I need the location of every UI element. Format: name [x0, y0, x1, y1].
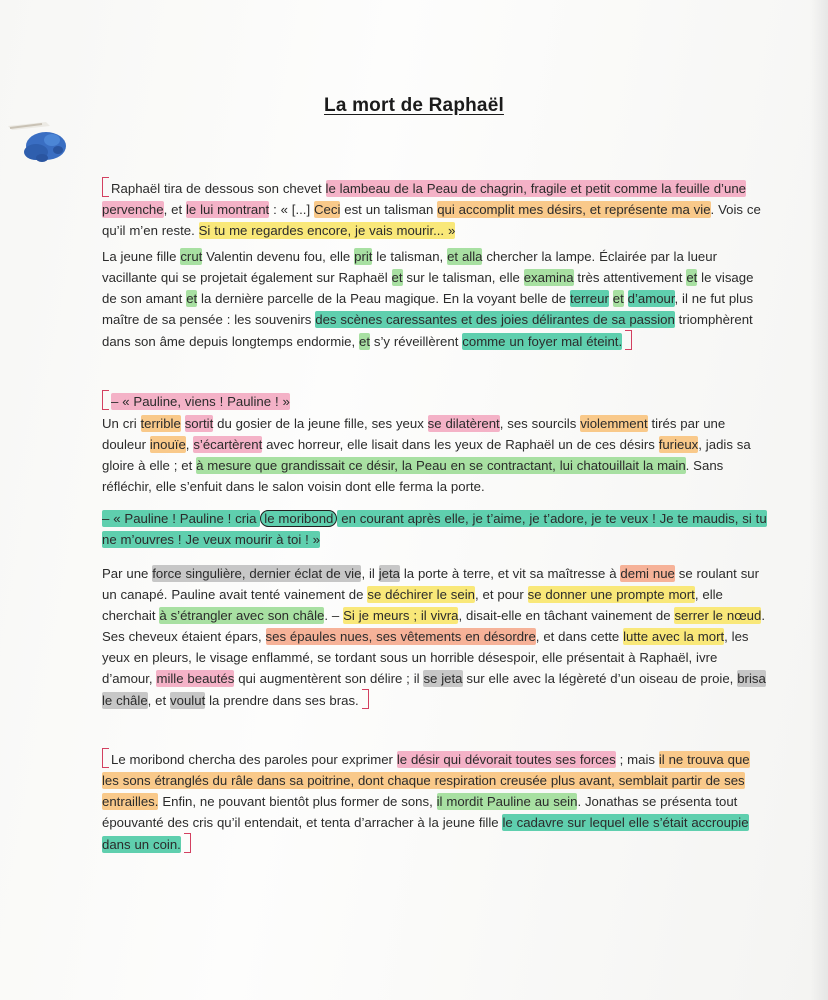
- highlight-orange: terrible: [140, 416, 181, 431]
- highlight-yellow: Si je meurs ; il vivra: [343, 608, 459, 623]
- paragraph-7: [102, 748, 767, 855]
- highlight-grey: jeta: [378, 566, 400, 581]
- text-run: triomphèrent dans son âme depuis longtemps endormie,: [102, 312, 753, 349]
- highlight-green: il mordit Pauline au sein: [436, 794, 578, 809]
- text-run: s’y réveillèrent: [370, 334, 463, 349]
- highlight-orange: il ne trouva que les sons étranglés du râle dans sa poitrine, dont chaque respiration creusée plus avant, semblait partir de ses entrailles.: [102, 752, 750, 809]
- text-run: la porte à terre, et vit sa maîtresse à: [399, 566, 621, 581]
- highlight-pink: le lambeau de la Peau de chagrin, fragile et petit comme la feuille d’une pervenche: [102, 181, 746, 217]
- highlight-pink: se dilatèrent: [427, 416, 500, 431]
- highlight-green: à mesure que grandissait ce désir, la Peau en se contractant, lui chatouillait la main: [196, 458, 686, 473]
- text-run: ; mais: [615, 752, 659, 767]
- highlight-pink: – « Pauline, viens ! Pauline ! »: [111, 394, 290, 409]
- highlight-orange: inouïe: [149, 437, 186, 452]
- text-run: tirés par une douleur: [102, 416, 726, 452]
- highlight-green: et alla: [447, 249, 483, 264]
- text-run: Par une: [102, 566, 153, 581]
- text-run: , il: [361, 566, 379, 581]
- highlight-yellow: se déchirer le sein: [367, 587, 475, 602]
- highlight-green: examina: [523, 270, 574, 285]
- text-run: sur elle avec la légèreté d’un oiseau de proie,: [462, 671, 738, 686]
- paragraph-1: [102, 177, 767, 241]
- text-run: Valentin devenu fou, elle: [202, 249, 355, 264]
- highlight-orange: qui accomplit mes désirs, et représente ma vie: [437, 202, 711, 217]
- highlight-orange: furieux: [658, 437, 699, 452]
- text-run: Enfin, ne pouvant bientôt plus former de sons,: [158, 794, 437, 809]
- text-run: qui augmentèrent son délire ; il: [234, 671, 424, 686]
- text-run: sur le talisman, elle: [402, 270, 524, 285]
- bracket-close: [362, 689, 369, 709]
- text-run: : « [...]: [269, 202, 314, 217]
- paragraph-6: [102, 563, 767, 711]
- circled-word: le moribond: [260, 510, 337, 527]
- text-run: , jadis sa gloire à elle ; et: [102, 437, 751, 473]
- text-run: avec horreur, elle lisait dans les yeux de Raphaël un de ces désirs: [262, 437, 659, 452]
- text-run: le talisman,: [372, 249, 448, 264]
- text-run: , il ne fut plus maître de sa pensée : les souvenirs: [102, 291, 754, 327]
- highlight-pink: sortit: [184, 416, 214, 431]
- highlight-pink: le désir qui dévorait toutes ses forces: [396, 752, 616, 767]
- text-run: . Ses cheveux étaient épars,: [102, 608, 766, 644]
- text-run: Raphaël tira de dessous son chevet: [111, 181, 326, 196]
- text-run: La jeune fille: [102, 249, 181, 264]
- highlight-pink: mille beautés: [156, 671, 235, 686]
- highlight-green: à s’étrangler avec son châle: [159, 608, 325, 623]
- highlight-teal: – « Pauline ! Pauline ! cria: [102, 511, 261, 526]
- text-run: , et: [147, 693, 171, 708]
- text-run: , et: [163, 202, 186, 217]
- highlight-grey: se jeta: [423, 671, 463, 686]
- text-run: Le moribond chercha des paroles pour exprimer: [111, 752, 397, 767]
- highlight-green: et: [686, 270, 698, 285]
- highlight-green: prit: [354, 249, 373, 264]
- text-run: , elle cherchait: [102, 587, 723, 623]
- bracket-open: [102, 177, 109, 197]
- highlight-grey: brisa le châle: [102, 671, 766, 708]
- text-run: . Vois ce qu’il m’en reste.: [102, 202, 761, 238]
- highlight-teal: comme un foyer mal éteint.: [462, 334, 623, 349]
- highlight-grey: force singulière, dernier éclat de vie: [152, 566, 362, 581]
- bracket-close: [625, 330, 632, 350]
- text-run: est un talisman: [340, 202, 438, 217]
- highlight-pink: s’écartèrent: [193, 437, 263, 452]
- highlight-green: et: [359, 334, 371, 349]
- highlight-teal: le cadavre sur lequel elle s’était accroupie dans un coin.: [102, 815, 749, 852]
- text-run: . –: [324, 608, 344, 623]
- text-run: le visage de son amant: [102, 270, 754, 306]
- highlight-green: et: [391, 270, 403, 285]
- text-run: . Sans réfléchir, elle s’enfuit dans le salon voisin dont elle ferma la porte.: [102, 458, 724, 494]
- bracket-close: [184, 833, 191, 853]
- document-title: La mort de Raphaël: [324, 95, 504, 116]
- text-run: très attentivement: [573, 270, 687, 285]
- highlight-yellow: se donner une prompte mort: [527, 587, 695, 602]
- highlight-orange: Ceci: [314, 202, 341, 217]
- text-run: du gosier de la jeune fille, ses yeux: [213, 416, 428, 431]
- highlight-teal: terreur: [570, 291, 609, 306]
- highlight-teal: d’amour: [627, 291, 675, 306]
- bracket-open: [102, 748, 109, 768]
- text-run: Un cri: [102, 416, 141, 431]
- text-run: , ses sourcils: [499, 416, 581, 431]
- text-run: , et pour: [474, 587, 528, 602]
- highlight-green: et: [186, 291, 198, 306]
- highlight-green: crut: [180, 249, 203, 264]
- highlight-salmon: demi nue: [620, 566, 675, 581]
- highlight-green: et: [612, 291, 624, 306]
- text-run: la prendre dans ses bras.: [205, 693, 359, 708]
- highlight-teal: des scènes caressantes et des joies délirantes de sa passion: [315, 312, 675, 327]
- bracket-open: [102, 390, 109, 410]
- text-run: , et dans cette: [535, 629, 624, 644]
- paragraph-5: [102, 508, 767, 550]
- highlight-pink: le lui montrant: [185, 202, 270, 217]
- paragraph-2: [102, 246, 767, 352]
- text-run: chercher la lampe. Éclairée par la lueur vacillante qui se projetait également sur Raphaël: [102, 249, 717, 285]
- text-run: la dernière parcelle de la Peau magique. En la voyant belle de: [197, 291, 571, 306]
- highlight-yellow: lutte avec la mort: [623, 629, 725, 644]
- text-run: . Jonathas se présenta tout épouvanté des cris qu’il entendait, et tenta d’arracher à la jeune fille: [102, 794, 738, 830]
- text-run: , les yeux en pleurs, le visage enflammé, se tordant sous un horrible désespoir, elle présentait à Raphaël, ivre d’amour,: [102, 629, 749, 686]
- text-run: se roulant sur un canapé. Pauline avait tenté vainement de: [102, 566, 760, 602]
- text-run: ,: [185, 437, 194, 452]
- highlight-grey: voulut: [170, 693, 206, 708]
- highlight-orange: violemment: [580, 416, 648, 431]
- paragraph-3: [102, 390, 767, 412]
- ink-stain-icon: [6, 118, 70, 166]
- highlight-yellow: Si tu me regardes encore, je vais mourir... »: [198, 223, 456, 238]
- highlight-teal: en courant après elle, je t’aime, je t’adore, je te veux ! Je te maudis, si tu ne m’ouvres ! Je veux mourir à toi ! »: [102, 511, 767, 547]
- text-run: , disait-elle en tâchant vainement de: [458, 608, 675, 623]
- highlight-salmon: ses épaules nues, ses vêtements en désordre: [265, 629, 536, 644]
- highlight-yellow: serrer le nœud: [674, 608, 762, 623]
- paragraph-4: [102, 413, 767, 497]
